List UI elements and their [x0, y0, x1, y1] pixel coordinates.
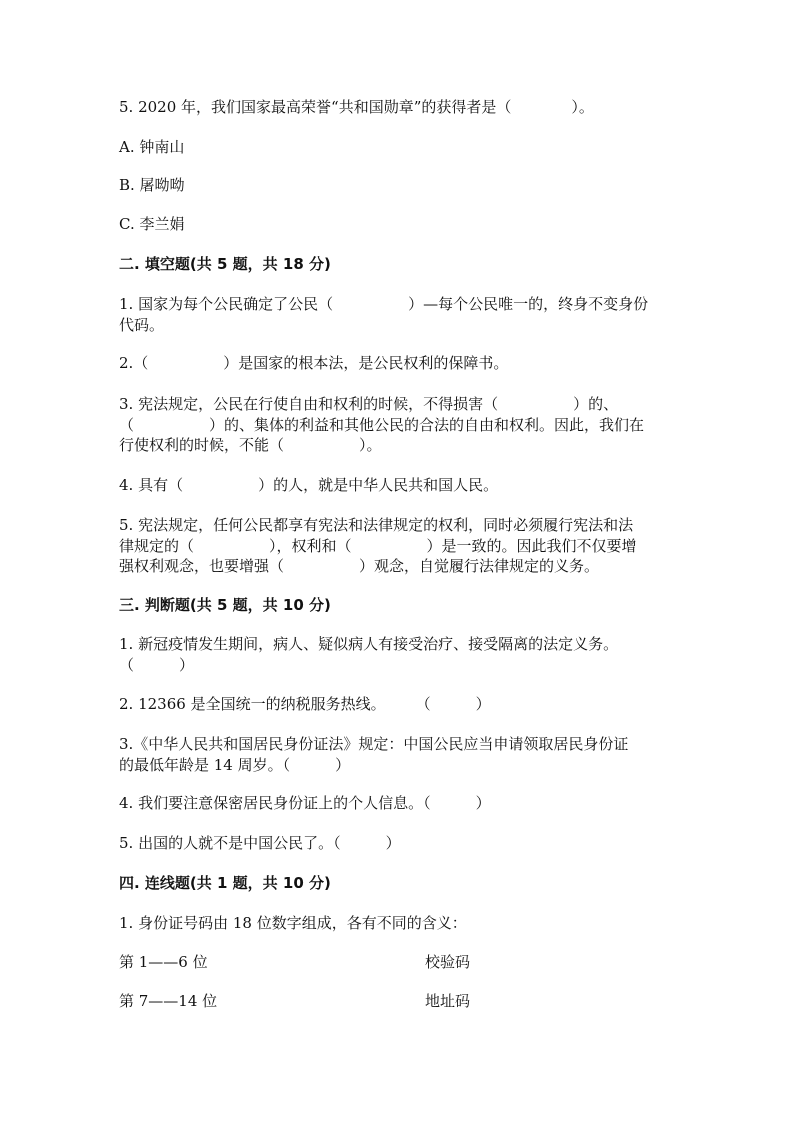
judge-question-2: 2. 12366 是全国统一的纳税服务热线。 （ ） [119, 695, 491, 713]
fill-question-3-cont: （ ）的、集体的利益和其他公民的合法的自由和权利。因此，我们在 [119, 416, 645, 434]
option-a: A. 钟南山 [119, 138, 185, 156]
match-right-item: 地址码 [425, 992, 471, 1010]
judge-question-3: 3.《中华人民共和国居民身份证法》规定：中国公民应当申请领取居民身份证 [119, 735, 629, 753]
judge-question-5: 5. 出国的人就不是中国公民了。（ ） [119, 834, 401, 852]
option-b: B. 屠呦呦 [119, 176, 185, 194]
match-left-item: 第 7——14 位 [119, 992, 218, 1010]
section-heading-fill: 二. 填空题(共 5 题，共 18 分) [119, 255, 331, 273]
fill-question-3: 3. 宪法规定，公民在行使自由和权利的时候，不得损害（ ）的、 [119, 395, 619, 413]
fill-question-3-cont2: 行使权利的时候，不能（ ）。 [119, 436, 382, 454]
fill-question-5: 5. 宪法规定，任何公民都享有宪法和法律规定的权利，同时必须履行宪法和法 [119, 516, 634, 534]
fill-question-1-cont: 代码。 [119, 316, 165, 334]
fill-question-2: 2.（ ）是国家的根本法，是公民权利的保障书。 [119, 354, 509, 372]
judge-question-1: 1. 新冠疫情发生期间，病人、疑似病人有接受治疗、接受隔离的法定义务。 [119, 635, 619, 653]
fill-question-1: 1. 国家为每个公民确定了公民（ ）—每个公民唯一的，终身不变身份 [119, 295, 649, 313]
option-c: C. 李兰娟 [119, 215, 185, 233]
section-heading-judge: 三. 判断题(共 5 题，共 10 分) [119, 596, 331, 614]
section-heading-match: 四. 连线题(共 1 题，共 10 分) [119, 874, 331, 892]
judge-question-1-cont: （ ） [119, 656, 195, 674]
judge-question-4: 4. 我们要注意保密居民身份证上的个人信息。（ ） [119, 794, 491, 812]
fill-question-5-cont: 律规定的（ ），权利和（ ）是一致的。因此我们不仅要增 [119, 537, 637, 555]
match-right-item: 校验码 [425, 953, 471, 971]
match-question-1: 1. 身份证号码由 18 位数字组成，各有不同的含义： [119, 914, 467, 932]
fill-question-5-cont2: 强权利观念，也要增强（ ）观念，自觉履行法律规定的义务。 [119, 557, 600, 575]
judge-question-3-cont: 的最低年龄是 14 周岁。（ ） [119, 756, 351, 774]
question-mc-5: 5. 2020 年，我们国家最高荣誉“共和国勋章”的获得者是（ ）。 [119, 98, 594, 116]
fill-question-4: 4. 具有（ ）的人，就是中华人民共和国人民。 [119, 476, 499, 494]
match-left-item: 第 1——6 位 [119, 953, 208, 971]
